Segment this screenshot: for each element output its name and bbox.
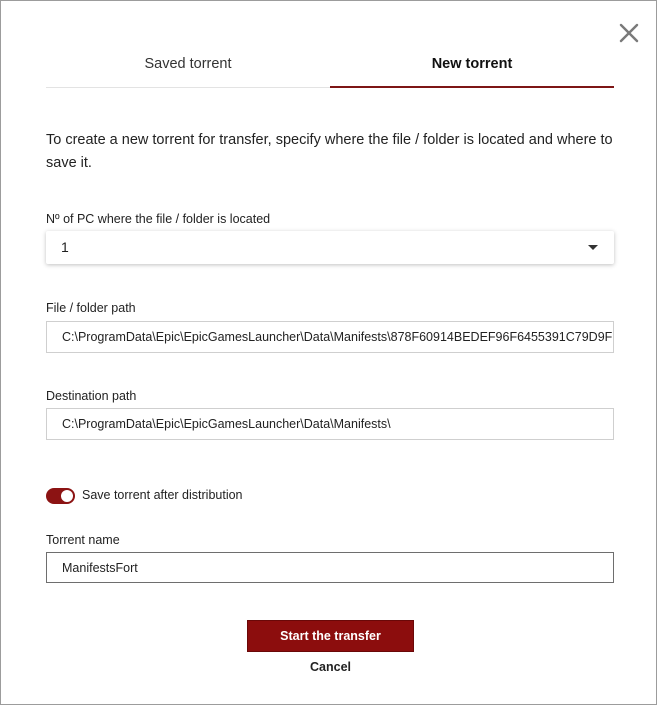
cancel-button[interactable]: Cancel [310, 660, 351, 674]
save-torrent-toggle[interactable] [46, 488, 75, 504]
torrent-name-input[interactable] [46, 552, 614, 583]
tab-new-torrent[interactable]: New torrent [330, 45, 614, 88]
start-transfer-button[interactable]: Start the transfer [247, 620, 414, 652]
toggle-knob [61, 490, 73, 502]
file-path-input[interactable] [46, 321, 614, 353]
tab-saved-torrent[interactable]: Saved torrent [46, 45, 330, 88]
pc-number-label: Nº of PC where the file / folder is located [46, 212, 271, 226]
torrent-name-label: Torrent name [46, 533, 120, 547]
save-torrent-label: Save torrent after distribution [82, 488, 243, 502]
instructions-text: To create a new torrent for transfer, specify where the file / folder is located and where to save it. [46, 132, 613, 171]
chevron-down-icon [588, 245, 598, 250]
destination-path-input[interactable] [46, 408, 614, 440]
destination-path-label: Destination path [46, 389, 137, 403]
tab-bar [46, 45, 614, 88]
pc-number-select[interactable] [46, 231, 614, 264]
pc-number-value: 1 [61, 239, 69, 255]
close-icon[interactable] [618, 22, 640, 44]
file-path-label: File / folder path [46, 301, 136, 315]
